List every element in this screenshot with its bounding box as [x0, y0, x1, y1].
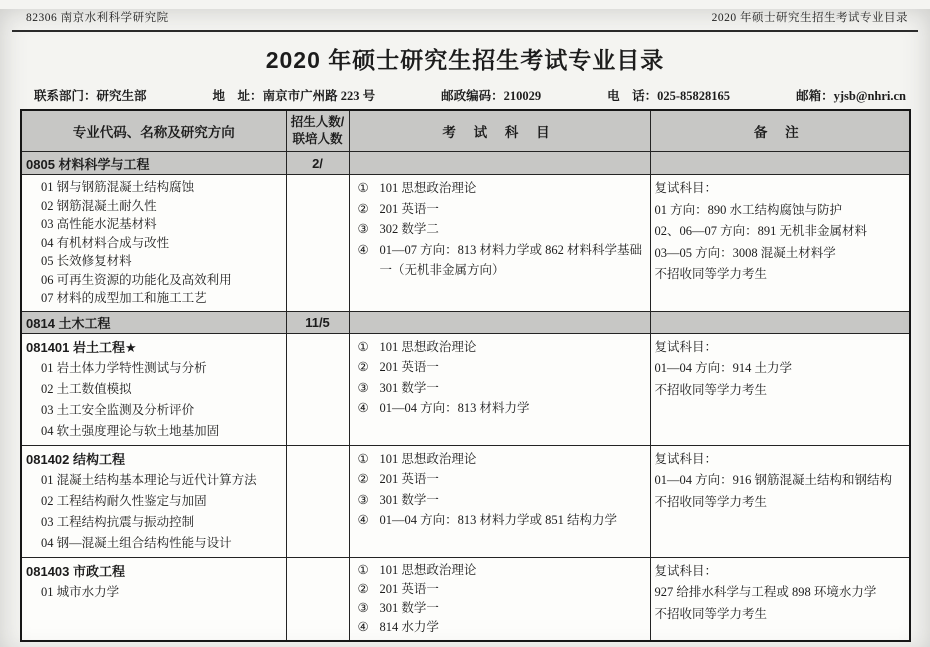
subject-number: ① — [357, 562, 369, 577]
program-row — [21, 557, 910, 641]
subject-text: 301 数学一 — [379, 492, 439, 507]
research-direction: 02 土工数值模拟 — [41, 381, 132, 396]
exam-subject — [354, 580, 645, 599]
subject-number: ③ — [357, 492, 369, 507]
discipline-section-row — [21, 152, 910, 175]
subject-text: 01—04 方向：813 材料力学 — [379, 401, 530, 415]
exam-subjects-cell — [349, 445, 650, 557]
contact-email: 邮箱：yjsb@nhri.cn — [796, 89, 906, 103]
section-name: 0814 土木工程 — [21, 311, 286, 333]
program-directions-cell — [21, 333, 286, 445]
subject-number: ④ — [357, 242, 369, 257]
exam-subject — [354, 199, 645, 220]
contact-phone: 电 话：025-85828165 — [607, 89, 731, 103]
remark-line: 01—04 方向：914 土力学 — [654, 361, 793, 375]
page-header-left: 82306 南京水利科学研究院 — [26, 12, 169, 24]
catalog-table-body — [21, 152, 910, 641]
remarks-cell — [650, 445, 910, 557]
exam-subject — [354, 337, 645, 358]
subject-text: 01—04 方向：813 材料力学或 851 结构力学 — [379, 513, 618, 527]
research-direction: 01 岩土体力学特性测试与分析 — [41, 360, 207, 375]
exam-subjects-cell — [349, 557, 650, 641]
section-name: 0805 材料科学与工程 — [21, 152, 286, 175]
remark-line: 不招收同等学力考生 — [654, 382, 768, 397]
subject-text: 101 思想政治理论 — [379, 181, 477, 195]
research-direction: 01 混凝土结构基本理论与近代计算方法 — [41, 472, 257, 487]
page-title: 2020 年硕士研究生招生考试专业目录 — [265, 47, 665, 73]
remark-line: 927 给排水科学与工程或 898 环境水力学 — [654, 585, 877, 599]
subject-number: ② — [357, 360, 369, 374]
research-direction: 03 工程结构抗震与振动控制 — [41, 514, 195, 529]
exam-subject — [354, 599, 645, 618]
subject-number: ② — [357, 201, 369, 216]
catalog-table — [20, 109, 911, 642]
subject-text: 101 思想政治理论 — [379, 451, 477, 466]
program-title: 081402 结构工程 — [26, 451, 125, 467]
exam-subject — [354, 398, 645, 419]
research-direction: 03 高性能水泥基材料 — [41, 217, 157, 231]
research-direction: 01 城市水力学 — [41, 584, 120, 599]
remark-line: 复试科目： — [654, 563, 718, 578]
discipline-section-row — [21, 311, 910, 333]
remarks-cell — [650, 333, 910, 445]
subject-number: ③ — [357, 380, 369, 395]
subject-text: 301 数学一 — [379, 380, 439, 395]
subject-text: 814 水力学 — [379, 619, 439, 634]
subject-text: 302 数学二 — [379, 222, 439, 236]
remark-line: 复试科目： — [654, 339, 718, 354]
header-major-code: 专业代码、名称及研究方向 — [21, 110, 286, 152]
program-title: 081403 市政工程 — [26, 563, 125, 579]
section-subjects-empty — [349, 152, 650, 175]
page-header-right: 2020 年硕士研究生招生考试专业目录 — [711, 12, 908, 24]
section-quota: 11/5 — [286, 311, 349, 333]
subject-number: ② — [357, 472, 369, 486]
contact-zip: 邮政编码：210029 — [441, 89, 542, 103]
remark-line: 不招收同等学力考生 — [654, 267, 768, 281]
remark-line: 不招收同等学力考生 — [654, 606, 768, 621]
research-direction: 04 有机材料合成与改性 — [41, 235, 170, 250]
subject-text: 201 英语一 — [379, 201, 439, 216]
program-quota-cell — [286, 333, 349, 445]
subject-text: 101 思想政治理论 — [379, 562, 477, 577]
remark-line: 复试科目： — [654, 451, 718, 466]
remarks-cell — [650, 557, 910, 641]
header-exam-subjects: 考 试 科 目 — [349, 110, 650, 152]
subject-text: 301 数学一 — [379, 600, 439, 615]
program-directions-cell — [21, 445, 286, 557]
contact-line — [34, 86, 906, 104]
subject-number: ④ — [357, 401, 369, 415]
section-remarks-empty — [650, 311, 910, 333]
exam-subject — [354, 469, 645, 490]
exam-subject — [354, 510, 645, 531]
remark-line: 复试科目： — [654, 181, 718, 195]
program-quota-cell — [286, 557, 349, 641]
research-direction: 04 软土强度理论与软土地基加固 — [41, 423, 220, 438]
subject-text: 201 英语一 — [379, 581, 439, 596]
remark-line: 02、06—07 方向：891 无机非金属材料 — [654, 224, 868, 238]
exam-subjects-cell — [349, 333, 650, 445]
program-directions-cell — [21, 557, 286, 641]
exam-subject — [354, 357, 645, 378]
subject-number: ① — [357, 451, 369, 466]
program-directions-cell — [21, 175, 286, 312]
remark-line: 不招收同等学力考生 — [654, 494, 768, 509]
subject-number: ① — [357, 339, 369, 354]
section-subjects-empty — [349, 311, 650, 333]
research-direction: 03 土工安全监测及分析评价 — [41, 402, 195, 417]
remarks-cell — [650, 175, 910, 312]
contact-dept: 联系部门：研究生部 — [34, 89, 147, 103]
program-row — [21, 445, 910, 557]
research-direction: 07 材料的成型加工和施工工艺 — [41, 291, 207, 305]
program-quota-cell — [286, 445, 349, 557]
remark-line: 01 方向：890 水工结构腐蚀与防护 — [654, 202, 843, 217]
exam-subject — [354, 219, 645, 240]
research-direction: 01 钢与钢筋混凝土结构腐蚀 — [41, 180, 195, 194]
header-enrollment: 招生人数/ 联培人数 — [286, 110, 349, 152]
exam-subject — [354, 561, 645, 580]
research-direction: 05 长效修复材料 — [41, 254, 132, 268]
subject-text: 201 英语一 — [379, 472, 439, 486]
remark-line: 01—04 方向：916 钢筋混凝土结构和钢结构 — [654, 473, 893, 487]
subject-text: 101 思想政治理论 — [379, 339, 477, 354]
research-direction: 02 工程结构耐久性鉴定与加固 — [41, 493, 207, 508]
research-direction: 04 钢—混凝土组合结构性能与设计 — [41, 535, 232, 550]
program-quota-cell — [286, 175, 349, 312]
header-remarks: 备 注 — [650, 110, 910, 152]
subject-text: 201 英语一 — [379, 360, 439, 374]
remark-line: 03—05 方向：3008 混凝土材料学 — [654, 245, 836, 260]
program-row — [21, 333, 910, 445]
subject-number: ① — [357, 181, 369, 195]
exam-subject — [354, 378, 645, 399]
subject-number: ④ — [357, 619, 369, 634]
exam-subject — [354, 618, 645, 637]
section-quota: 2/ — [286, 152, 349, 175]
research-direction: 02 钢筋混凝土耐久性 — [41, 198, 157, 213]
section-remarks-empty — [650, 152, 910, 175]
subject-text: 01—07 方向：813 材料力学或 862 材料科学基础一（无机非金属方向） — [379, 242, 643, 277]
program-title: 081401 岩土工程★ — [26, 339, 137, 355]
subject-number: ④ — [357, 513, 369, 527]
contact-address: 地 址：南京市广州路 223 号 — [212, 89, 376, 103]
program-row — [21, 175, 910, 312]
exam-subject — [354, 490, 645, 511]
header-rule — [12, 30, 918, 32]
subject-number: ③ — [357, 222, 369, 236]
subject-number: ② — [357, 581, 369, 596]
exam-subject — [354, 240, 645, 281]
exam-subjects-cell — [349, 175, 650, 312]
research-direction: 06 可再生资源的功能化及高效利用 — [41, 272, 232, 287]
catalog-table-header — [21, 110, 910, 152]
exam-subject — [354, 449, 645, 470]
exam-subject — [354, 178, 645, 199]
subject-number: ③ — [357, 600, 369, 615]
page-header — [26, 9, 908, 25]
